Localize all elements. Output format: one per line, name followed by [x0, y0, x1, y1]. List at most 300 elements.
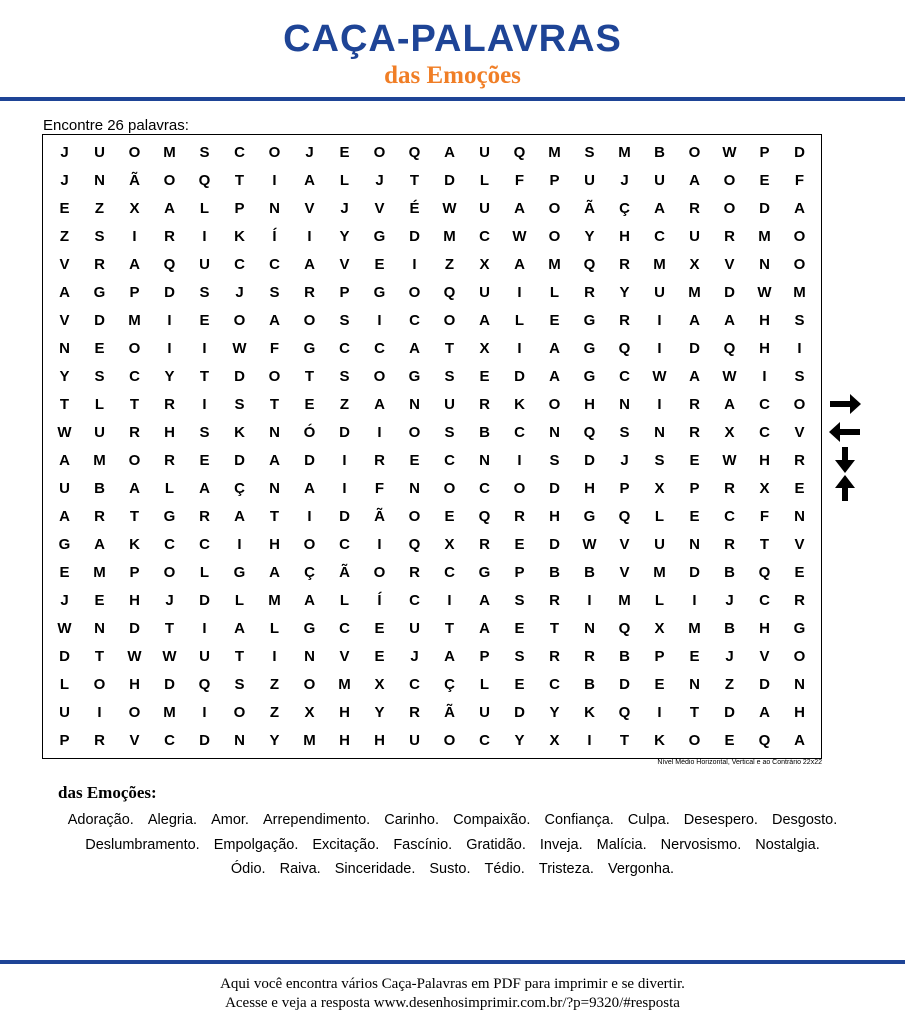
wordlist-item: Fascínio. — [393, 836, 453, 853]
grid-letter: A — [234, 620, 245, 638]
grid-letter: R — [549, 648, 560, 666]
grid-letter: C — [409, 676, 420, 694]
grid-letter: U — [654, 283, 665, 301]
grid-letter: A — [59, 452, 70, 469]
grid-letter: X — [129, 199, 140, 217]
grid-letter: E — [549, 311, 560, 329]
grid-letter: T — [269, 395, 280, 413]
wordlist-item: Raiva. — [279, 861, 321, 877]
grid-letter: O — [793, 227, 806, 245]
grid-letter: D — [199, 732, 210, 750]
footer-line-1: Aqui você encontra vários Caça-Palavras em PDF para imprimir e se divertir. — [220, 976, 685, 992]
grid-letter: N — [794, 508, 805, 526]
grid-letter: I — [797, 339, 802, 357]
grid-letter: S — [199, 423, 210, 441]
grid-letter: D — [724, 283, 735, 301]
grid-letter: D — [94, 311, 105, 329]
grid-letter: N — [94, 171, 105, 189]
grid-letter: C — [479, 732, 490, 750]
grid-letter: O — [723, 199, 736, 217]
grid-letter: C — [409, 592, 420, 610]
grid-letter: Ç — [304, 564, 315, 582]
grid-letter: M — [653, 255, 666, 273]
grid-letter: I — [412, 255, 417, 273]
grid-letter: I — [657, 704, 662, 722]
grid-letter: A — [269, 452, 280, 469]
grid-letter: M — [303, 732, 316, 750]
grid-letter: I — [587, 732, 592, 750]
grid-letter: W — [722, 143, 737, 161]
grid-letter: C — [129, 367, 140, 385]
grid-letter: V — [619, 536, 630, 554]
grid-letter: O — [303, 536, 316, 554]
grid-letter: T — [199, 367, 210, 385]
grid-letter: E — [59, 564, 70, 582]
grid-letter: A — [689, 171, 700, 189]
grid-letter: Q — [408, 536, 421, 554]
grid-letter: R — [129, 423, 140, 441]
grid-letter: E — [724, 732, 735, 750]
grid-letter: C — [514, 423, 525, 441]
grid-letter: G — [233, 564, 246, 582]
grid-letter: P — [514, 564, 525, 582]
grid-letter: U — [94, 423, 105, 441]
grid-letter: S — [619, 423, 630, 441]
grid-letter: P — [234, 199, 245, 217]
grid-letter: N — [759, 255, 770, 273]
grid-letter: D — [339, 508, 350, 526]
wordlist-item: Carinho. — [384, 812, 440, 828]
grid-letter: R — [549, 592, 560, 610]
grid-letter: A — [269, 564, 280, 582]
grid-letter: I — [202, 395, 207, 413]
grid-letter: X — [304, 704, 315, 722]
grid-letter: H — [584, 395, 595, 413]
wordlist-item: Deslumbramento. — [85, 836, 200, 853]
grid-letter: B — [584, 564, 595, 582]
grid-letter: N — [59, 339, 70, 357]
grid-letter: F — [374, 480, 385, 498]
grid-letter: C — [339, 536, 350, 554]
grid-letter: A — [234, 508, 245, 526]
grid-letter: I — [167, 311, 172, 329]
grid-letter: D — [59, 648, 70, 666]
wordlist-item: Sinceridade. — [334, 861, 416, 877]
grid-letter: C — [654, 227, 665, 245]
grid-letter: X — [724, 423, 735, 441]
grid-letter: Í — [377, 592, 382, 610]
grid-letter: Y — [549, 704, 560, 722]
grid-letter: V — [619, 564, 630, 582]
footer-line-2: Acesse e veja a resposta www.desenhosimprimir.com.br/?p=9320/#resposta — [225, 995, 680, 1011]
grid-letter: H — [584, 480, 595, 498]
grid-letter: Z — [444, 255, 455, 273]
grid-letter: X — [479, 255, 490, 273]
grid-letter: Y — [339, 227, 350, 245]
grid-letter: Ç — [619, 199, 630, 217]
grid-letter: L — [59, 676, 70, 694]
grid-letter: K — [129, 536, 140, 554]
grid-letter: Z — [269, 704, 280, 722]
grid-letter: O — [268, 367, 281, 385]
grid-letter: B — [479, 423, 490, 441]
grid-letter: U — [584, 171, 595, 189]
grid-letter: B — [619, 648, 630, 666]
grid-letter: Q — [163, 255, 176, 273]
grid-letter: C — [339, 620, 350, 638]
grid-letter: D — [444, 171, 455, 189]
grid-letter: K — [234, 227, 245, 245]
grid-letter: H — [129, 676, 140, 694]
grid-letter: C — [444, 564, 455, 582]
grid-letter: J — [60, 143, 69, 161]
grid-letter: N — [269, 423, 280, 441]
grid-letter: I — [377, 311, 382, 329]
grid-letter: A — [374, 395, 385, 413]
grid-letter: P — [654, 648, 665, 666]
grid-letter: Z — [724, 676, 735, 694]
grid-letter: O — [303, 676, 316, 694]
grid-letter: N — [794, 676, 805, 694]
grid-letter: M — [163, 704, 176, 722]
grid-letter: Y — [619, 283, 630, 301]
wordlist-item: Empolgação. — [213, 836, 299, 853]
grid-letter: M — [653, 564, 666, 582]
wordlist-item: Susto. — [429, 861, 471, 877]
grid-letter: T — [689, 704, 700, 722]
grid-letter: É — [409, 199, 420, 217]
grid-letter: D — [689, 564, 700, 582]
grid-letter: A — [654, 199, 665, 217]
grid-letter: M — [618, 143, 631, 161]
grid-letter: R — [164, 227, 175, 245]
grid-letter: C — [724, 508, 735, 526]
grid-letter: L — [234, 592, 245, 610]
grid-letter: O — [793, 255, 806, 273]
wordlist-item: Desgosto. — [771, 812, 838, 828]
grid-letter: H — [759, 620, 770, 638]
grid-letter: R — [724, 536, 735, 554]
grid-letter: R — [794, 452, 805, 469]
grid-letter: K — [654, 732, 665, 750]
grid-letter: Q — [618, 508, 631, 526]
grid-letter: D — [304, 452, 315, 469]
grid-letter: G — [303, 620, 316, 638]
grid-letter: A — [549, 367, 560, 385]
grid-letter: R — [584, 283, 595, 301]
word-search-grid — [42, 134, 822, 759]
grid-letter: E — [409, 452, 420, 469]
grid-letter: V — [724, 255, 735, 273]
grid-letter: V — [129, 732, 140, 750]
grid-letter: V — [374, 199, 385, 217]
grid-letter: C — [269, 255, 280, 273]
grid-letter: W — [722, 367, 737, 385]
grid-letter: F — [794, 171, 805, 189]
grid-letter: V — [59, 255, 70, 273]
grid-letter: H — [619, 227, 630, 245]
grid-letter: Q — [758, 564, 771, 582]
grid-letter: O — [793, 648, 806, 666]
grid-letter: C — [164, 536, 175, 554]
grid-letter: I — [692, 592, 697, 610]
grid-letter: O — [373, 564, 386, 582]
grid-letter: U — [409, 732, 420, 750]
grid-letter: R — [514, 508, 525, 526]
grid-letter: Y — [374, 704, 385, 722]
grid-letter: P — [759, 143, 770, 161]
grid-letter: T — [269, 508, 280, 526]
grid-letter: R — [94, 255, 105, 273]
grid-letter: O — [443, 480, 456, 498]
grid-letter: X — [759, 480, 770, 498]
grid-letter: A — [199, 480, 210, 498]
grid-letter: O — [548, 395, 561, 413]
grid-letter: A — [479, 592, 490, 610]
grid-letter: J — [165, 592, 174, 610]
grid-letter: D — [794, 143, 805, 161]
grid-letter: F — [269, 339, 280, 357]
grid-letter: Y — [59, 367, 70, 385]
grid-letter: H — [374, 732, 385, 750]
grid-letter: Ã — [444, 704, 455, 722]
grid-letter: E — [374, 255, 385, 273]
grid-letter: T — [444, 339, 455, 357]
grid-letter: J — [725, 648, 734, 666]
grid-letter: D — [339, 423, 350, 441]
grid-letter: O — [268, 143, 281, 161]
grid-letter: E — [59, 199, 70, 217]
grid-letter: M — [268, 592, 281, 610]
grid-letter: L — [94, 395, 105, 413]
grid-letter: E — [689, 508, 700, 526]
grid-letter: G — [583, 311, 596, 329]
grid-letter: G — [478, 564, 491, 582]
grid-letter: I — [517, 339, 522, 357]
wordlist-item: Tristeza. — [538, 861, 594, 877]
grid-letter: D — [409, 227, 420, 245]
page-subtitle: das Emoções — [384, 62, 521, 89]
grid-letter: P — [129, 283, 140, 301]
grid-letter: I — [132, 227, 137, 245]
grid-letter: R — [409, 564, 420, 582]
grid-letter: Z — [339, 395, 350, 413]
grid-letter: Ç — [444, 676, 455, 694]
grid-letter: S — [444, 423, 455, 441]
grid-letter: X — [654, 480, 665, 498]
grid-letter: Q — [723, 339, 736, 357]
grid-letter: E — [479, 367, 490, 385]
grid-letter: S — [794, 367, 805, 385]
grid-letter: L — [269, 620, 280, 638]
grid-letter: D — [234, 367, 245, 385]
grid-letter: W — [582, 536, 597, 554]
grid-letter: M — [618, 592, 631, 610]
grid-letter: Y — [514, 732, 525, 750]
grid-letter: Y — [584, 227, 595, 245]
grid-letter: S — [199, 283, 210, 301]
grid-letter: V — [339, 648, 350, 666]
wordlist-item: Tédio. — [484, 861, 525, 877]
grid-letter: G — [93, 283, 106, 301]
grid-letter: B — [724, 564, 735, 582]
grid-letter: O — [723, 171, 736, 189]
grid-letter: I — [517, 452, 522, 469]
grid-letter: S — [94, 367, 105, 385]
grid-letter: Q — [618, 620, 631, 638]
grid-letter: W — [232, 339, 247, 357]
grid-letter: F — [514, 171, 525, 189]
grid-letter: X — [654, 620, 665, 638]
grid-letter: D — [759, 199, 770, 217]
wordlist-item: Excitação. — [312, 836, 380, 853]
grid-letter: R — [479, 395, 490, 413]
grid-letter: E — [339, 143, 350, 161]
grid-letter: L — [514, 311, 525, 329]
grid-letter: U — [59, 480, 70, 498]
grid-letter: I — [342, 452, 347, 469]
grid-letter: S — [234, 676, 245, 694]
grid-letter: M — [93, 564, 106, 582]
grid-letter: W — [512, 227, 527, 245]
grid-letter: N — [549, 423, 560, 441]
grid-letter: N — [409, 480, 420, 498]
grid-letter: N — [689, 536, 700, 554]
grid-letter: O — [373, 367, 386, 385]
grid-letter: B — [549, 564, 560, 582]
grid-letter: E — [374, 648, 385, 666]
grid-letter: T — [234, 648, 245, 666]
grid-letter: U — [59, 704, 70, 722]
grid-letter: Z — [94, 199, 105, 217]
grid-letter: G — [793, 620, 806, 638]
grid-letter: T — [619, 732, 630, 750]
grid-letter: O — [548, 199, 561, 217]
grid-letter: A — [129, 255, 140, 273]
grid-letter: L — [339, 171, 350, 189]
left-arrow-icon — [828, 418, 862, 446]
grid-letter: A — [724, 311, 735, 329]
grid-letter: H — [759, 311, 770, 329]
grid-letter: R — [164, 395, 175, 413]
grid-letter: R — [374, 452, 385, 469]
grid-letter: E — [444, 508, 455, 526]
grid-letter: E — [689, 452, 700, 469]
grid-letter: C — [339, 339, 350, 357]
wordlist-item: Inveja. — [539, 836, 583, 853]
grid-letter: B — [724, 620, 735, 638]
grid-letter: S — [549, 452, 560, 469]
grid-letter: O — [163, 564, 176, 582]
grid-letter: W — [57, 423, 72, 441]
bottom-divider — [0, 960, 905, 964]
grid-letter: C — [409, 311, 420, 329]
grid-letter: E — [199, 452, 210, 469]
grid-letter: D — [584, 452, 595, 469]
grid-letter: S — [514, 592, 525, 610]
grid-letter: R — [304, 283, 315, 301]
grid-letter: C — [479, 227, 490, 245]
grid-letter: T — [94, 648, 105, 666]
grid-letter: A — [549, 339, 560, 357]
grid-letter: U — [689, 227, 700, 245]
grid-letter: O — [793, 395, 806, 413]
wordlist — [60, 808, 845, 882]
grid-letter: E — [514, 536, 525, 554]
grid-letter: W — [442, 199, 457, 217]
grid-letter: W — [127, 648, 142, 666]
grid-letter: C — [759, 592, 770, 610]
grid-letter: M — [163, 143, 176, 161]
grid-letter: A — [269, 311, 280, 329]
grid-letter: K — [514, 395, 525, 413]
grid-letter: U — [199, 648, 210, 666]
grid-letter: O — [93, 676, 106, 694]
grid-letter: U — [654, 171, 665, 189]
grid-letter: S — [234, 395, 245, 413]
grid-letter: L — [199, 564, 210, 582]
grid-letter: K — [234, 423, 245, 441]
grid-letter: O — [688, 143, 701, 161]
grid-letter: I — [202, 620, 207, 638]
grid-letter: B — [654, 143, 665, 161]
grid-letter: U — [479, 704, 490, 722]
grid-letter: K — [584, 704, 595, 722]
grid-letter: J — [620, 171, 629, 189]
grid-letter: A — [444, 143, 455, 161]
grid-letter: M — [93, 452, 106, 469]
grid-letter: Ã — [339, 564, 350, 582]
grid-letter: M — [443, 227, 456, 245]
grid-letter: N — [94, 620, 105, 638]
grid-letter: A — [94, 536, 105, 554]
grid-letter: O — [408, 283, 421, 301]
grid-letter: N — [409, 395, 420, 413]
grid-letter: O — [513, 480, 526, 498]
grid-letter: G — [583, 367, 596, 385]
grid-letter: O — [128, 339, 141, 357]
grid-letter: P — [129, 564, 140, 582]
grid-letter: J — [340, 199, 349, 217]
grid-letter: V — [339, 255, 350, 273]
grid-letter: Q — [513, 143, 526, 161]
grid-letter: R — [199, 508, 210, 526]
grid-letter: C — [479, 480, 490, 498]
grid-letter: Q — [618, 704, 631, 722]
grid-letter: M — [548, 255, 561, 273]
grid-letter: C — [164, 732, 175, 750]
grid-letter: E — [514, 620, 525, 638]
grid-letter: O — [443, 732, 456, 750]
grid-letter: T — [59, 395, 70, 413]
grid-letter: S — [794, 311, 805, 329]
grid-letter: O — [443, 311, 456, 329]
wordlist-item: Nostalgia. — [755, 836, 820, 853]
grid-letter: H — [339, 704, 350, 722]
grid-letter: T — [409, 171, 420, 189]
grid-letter: P — [479, 648, 490, 666]
up-arrow-icon — [828, 474, 862, 502]
grid-letter: I — [447, 592, 452, 610]
puzzle-instruction: Encontre 26 palavras: — [43, 117, 189, 134]
grid-letter: I — [587, 592, 592, 610]
grid-letter: D — [164, 283, 175, 301]
grid-letter: T — [759, 536, 770, 554]
wordlist-item: Gratidão. — [466, 836, 526, 853]
grid-letter: L — [479, 171, 490, 189]
grid-letter: A — [759, 704, 770, 722]
grid-letter: E — [199, 311, 210, 329]
